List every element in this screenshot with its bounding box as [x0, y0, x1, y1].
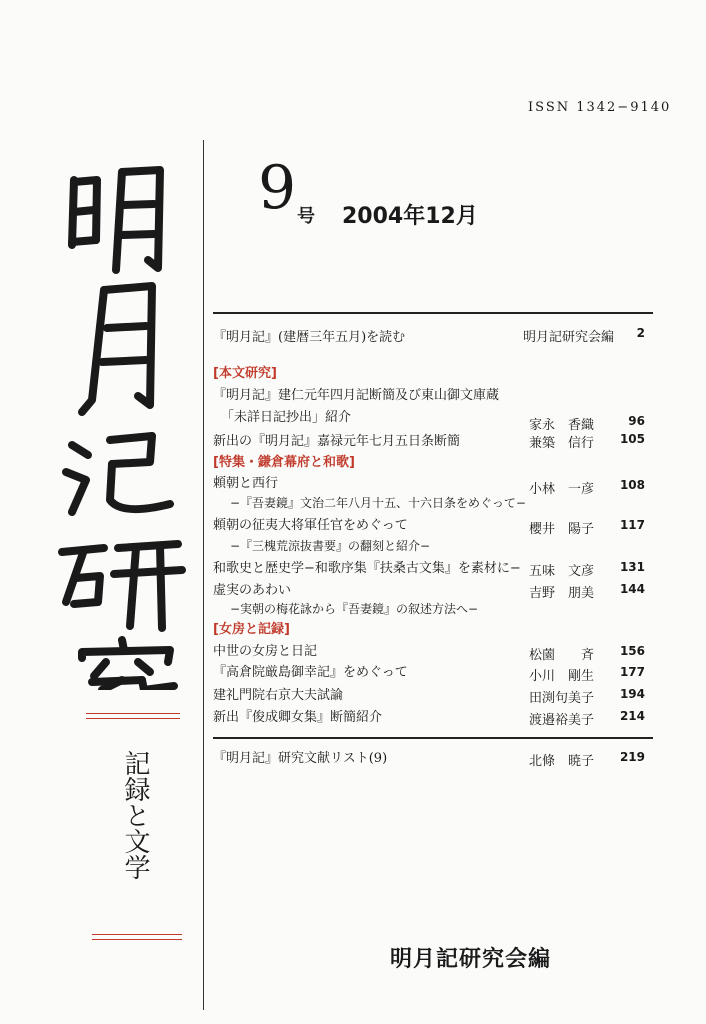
toc-row: [213, 472, 645, 497]
toc-author: 松薗 斉: [529, 648, 595, 663]
toc-page: 194: [619, 687, 645, 701]
toc-row: [213, 384, 645, 406]
red-rule: [92, 934, 182, 935]
toc-page: 117: [619, 518, 645, 532]
toc-title: 『明月記』研究文献リスト(9): [213, 751, 388, 766]
toc-title: 建礼門院右京大夫試論: [213, 688, 344, 703]
toc-page: 96: [628, 414, 645, 428]
toc-page: 131: [619, 560, 645, 574]
toc-title: 中世の女房と日記: [213, 644, 318, 659]
toc-row: [213, 514, 645, 536]
toc-page: 2: [636, 326, 645, 340]
toc-author: 北條 暁子: [529, 754, 595, 769]
toc-page: 219: [619, 750, 645, 764]
toc-author: 渡邉裕美子: [529, 713, 595, 728]
section-heading: [女房と記録]: [213, 622, 290, 637]
toc-row: [213, 557, 645, 579]
vertical-divider: [203, 140, 204, 1010]
red-rule: [86, 718, 180, 719]
toc-row: [213, 684, 645, 706]
toc-page: 156: [619, 644, 645, 658]
editor-credit: 明月記研究会編: [390, 947, 552, 972]
toc-author: 五味 文彦: [529, 564, 595, 579]
toc-row: [213, 640, 645, 662]
toc-page: 105: [619, 432, 645, 446]
toc-title: 新出の『明月記』嘉禄元年七月五日条断簡: [213, 434, 461, 449]
issn: ISSN 1342−9140: [528, 100, 672, 115]
toc-title: 「未詳日記抄出」紹介: [221, 410, 352, 425]
toc-row: [213, 579, 645, 601]
toc-subtitle: −『三槐荒涼抜書要』の翻刻と紹介−: [230, 539, 431, 553]
issue-suffix: 号: [297, 206, 315, 227]
toc-author: 家永 香織: [529, 418, 595, 433]
toc-author: 兼築 信行: [529, 436, 595, 451]
toc-author: 明月記研究会編: [523, 330, 615, 345]
toc-author: 小川 剛生: [529, 669, 595, 684]
toc-subtitle: −実朝の梅花詠から『吾妻鏡』の叙述方法へ−: [230, 602, 479, 616]
toc-title: 『高倉院厳島御幸記』をめぐって: [213, 665, 408, 680]
subtitle-vertical: 記録と文学: [120, 750, 150, 880]
toc-title: 頼朝と西行: [213, 476, 279, 491]
top-rule: [213, 312, 653, 314]
toc-title: 『明月記』建仁元年四月記断簡及び東山御文庫蔵: [213, 388, 500, 403]
red-rule: [86, 713, 180, 714]
toc-row: [213, 747, 645, 769]
toc-title: 和歌史と歴史学−和歌序集『扶桑古文集』を素材に−: [213, 561, 521, 576]
toc-row: [213, 706, 645, 728]
toc-title: 頼朝の征夷大将軍任官をめぐって: [213, 518, 408, 533]
toc-author: 吉野 朋美: [529, 586, 595, 601]
toc-row: [213, 661, 645, 683]
toc-author: 田渕句美子: [529, 691, 595, 706]
toc-author: 小林 一彦: [529, 482, 595, 497]
toc-page: 177: [619, 665, 645, 679]
section-heading: [本文研究]: [213, 366, 277, 381]
bottom-rule: [213, 737, 653, 739]
toc-title: 新出『俊成卿女集』断簡紹介: [213, 710, 383, 725]
issue-number: 9: [258, 153, 297, 223]
calligraphic-title-logo: [52, 150, 192, 690]
toc-row: [213, 406, 645, 433]
toc-subtitle: −『吾妻鏡』文治二年八月十五、十六日条をめぐって−: [230, 496, 526, 510]
toc-page: 214: [619, 709, 645, 723]
toc-title: 『明月記』(建暦三年五月)を読む: [213, 330, 406, 345]
toc-author: 櫻井 陽子: [529, 522, 595, 537]
toc-row-lead: [213, 326, 645, 348]
toc-page: 108: [619, 478, 645, 492]
issue-date: 2004年12月: [342, 204, 478, 229]
toc-page: 144: [619, 582, 645, 596]
toc-row: [213, 430, 645, 452]
section-heading: [特集・鎌倉幕府と和歌]: [213, 455, 355, 470]
toc-title: 虚実のあわい: [213, 583, 292, 598]
red-rule: [92, 939, 182, 940]
